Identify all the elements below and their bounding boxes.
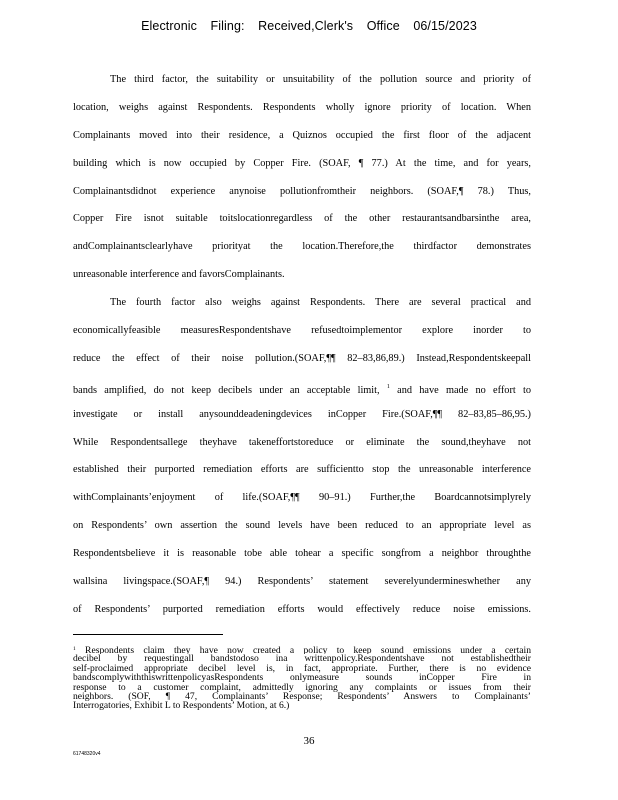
paragraph-line: The fourth factor also weighs against Respondents. There are several practical and <box>110 297 531 309</box>
paragraph-line: economicallyfeasible measuresRespondentshave refusedtoimplementor explore inorder to <box>73 325 531 337</box>
paragraph-line: While Respondentsallege theyhave takeneffortstoreduce or eliminate the sound,theyhave not <box>73 436 531 448</box>
footnote-reference[interactable]: 1 <box>386 383 390 390</box>
footnote-line: self-proclaimed appropriate decibel level is, in fact, appropriate. Further, there is no evidence <box>73 663 531 674</box>
page-number: 36 <box>303 735 315 747</box>
electronic-filing-header: Electronic Filing: Received,Clerk's Office 06/15/2023 <box>141 19 477 33</box>
paragraph-line: of Respondents’ purported remediation efforts would effectively reduce noise emissions. <box>73 603 531 615</box>
paragraph-line: Complainantsdidnot experience anynoise pollutionfromtheir neighbors. (SOAF,¶ 78.) Thus, <box>73 185 531 197</box>
paragraph-line: investigate or install anysounddeadeningdevices inCopper Fire.(SOAF,¶¶ 82–83,85–86,95.) <box>73 408 531 420</box>
body-text <box>73 70 531 628</box>
paragraph-line: location, weighs against Respondents. Respondents wholly ignore priority of location. When <box>73 101 531 113</box>
footnote-marker: 1 <box>73 646 76 652</box>
paragraph-line: wallsina livingspace.(SOAF,¶ 94.) Respondents’ statement severelyundermineswhether any <box>73 576 531 588</box>
paragraph-line-part: bands amplified, do not keep decibels under an acceptable limit, <box>73 384 380 396</box>
footnote-separator <box>73 634 223 635</box>
footnote-line: decibel by requestingall bandstodoso ina writtenpolicy.Respondentshave not establishedtheir <box>73 654 531 664</box>
footnote-line <box>73 645 531 654</box>
paragraph-line: Respondentsbelieve it is reasonable tobe able tohear a specific songfrom a neighbor throughthe <box>73 548 531 560</box>
paragraph-line: Copper Fire isnot suitable toitslocationregardless of the other restaurantsandbarsinthe area, <box>73 213 531 225</box>
footnote-line: neighbors. (SOF, ¶ 47, Complainants’ Response; Respondents’ Answers to Complainants’ <box>73 691 531 702</box>
footnote-line: Interrogatories, Exhibit L to Respondents’ Motion, at 6.) <box>73 701 290 711</box>
paragraph-line: The third factor, the suitability or unsuitability of the pollution source and priority of <box>110 74 531 85</box>
footnote-line: response to a customer complaint, admittedly ignoring any complaints or issues from their <box>73 682 531 692</box>
footnote-line: bandscomplywiththiswrittenpolicyasRespondents onlymeasure sounds inCopper Fire in <box>73 673 531 683</box>
document-id: 61748320v4 <box>73 751 101 757</box>
footnote <box>73 645 531 711</box>
paragraph-line: building which is now occupied by Copper Fire. (SOAF, ¶ 77.) At the time, and for years, <box>73 157 531 169</box>
paragraph-line-part: and have made no effort to <box>397 384 531 396</box>
paragraph-line-with-footnote <box>73 377 531 405</box>
paragraph-line: on Respondents’ own assertion the sound levels have been reduced to an appropriate level as <box>73 520 531 532</box>
paragraph-line: andComplainantsclearlyhave priorityat the location.Therefore,the thirdfactor demonstrates <box>73 241 531 253</box>
paragraph-line: established their purported remediation efforts are sufficientto stop the unreasonable interference <box>73 464 531 476</box>
paragraph-line: Complainants moved into their residence, a Quiznos occupied the first floor of the adjacent <box>73 129 531 141</box>
footnote-line-text: Respondents claim they have now created a policy to keep sound emissions under a certain <box>85 645 531 655</box>
paragraph-line: reduce the effect of their noise pollution.(SOAF,¶¶ 82–83,86,89.) Instead,Respondentskeepall <box>73 352 531 364</box>
paragraph-line: unreasonable interference and favorsComplainants. <box>73 269 285 281</box>
paragraph-line: withComplainants’enjoyment of life.(SOAF,¶¶ 90–91.) Further,the Boardcannotsimplyrely <box>73 492 531 504</box>
